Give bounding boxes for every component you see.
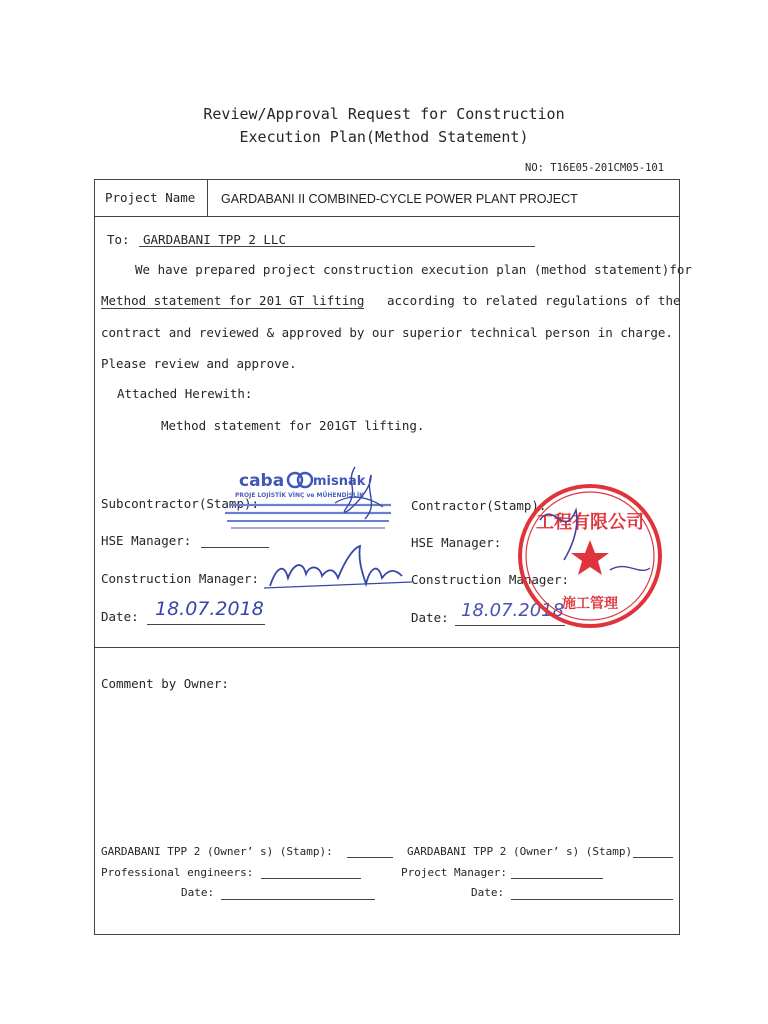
attached-label: Attached Herewith: (117, 386, 253, 401)
to-underline (139, 246, 535, 247)
owner-stamp-left-label: GARDABANI TPP 2 (Owner’ s) (Stamp): (101, 845, 333, 858)
contractor-hse-label: HSE Manager: (411, 535, 502, 550)
owner-date-left-label: Date: (181, 886, 215, 899)
owner-stamp-right-label: GARDABANI TPP 2 (Owner’ s) (Stamp) (407, 845, 633, 858)
request-paragraph-line1: We have prepared project construction execution plan (method statement)for (135, 262, 692, 277)
professional-engineers-label: Professional engineers: (101, 866, 254, 879)
form-title-line1: Review/Approval Request for Construction (203, 105, 565, 123)
owner-date-left-line (221, 899, 375, 900)
request-paragraph-line3: contract and reviewed & approved by our superior technical person in charge. (101, 325, 673, 340)
project-name-label: Project Name (95, 180, 208, 216)
request-paragraph-line4: Please review and approve. (101, 356, 297, 371)
contractor-date-value: 18.07.2018 (461, 600, 565, 621)
to-recipient: GARDABANI TPP 2 LLC (143, 232, 286, 247)
subcontractor-cm-label: Construction Manager: (101, 571, 260, 586)
professional-engineers-line (261, 878, 361, 879)
subcontractor-date-value: 18.07.2018 (155, 598, 264, 620)
project-name-value: GARDABANI II COMBINED-CYCLE POWER PLANT PROJECT (221, 192, 578, 206)
stamp-company-name: caba (239, 471, 285, 491)
owner-date-right-line (511, 899, 673, 900)
subcontractor-signature-icon (262, 538, 432, 598)
subcontractor-date-label: Date: (101, 609, 139, 624)
to-label: To: (107, 232, 130, 247)
stamp-company-name2: misnak (313, 474, 366, 489)
owner-comment-label: Comment by Owner: (101, 676, 229, 691)
project-manager-label: Project Manager: (401, 866, 507, 879)
subcontractor-hse-label: HSE Manager: (101, 533, 192, 548)
contractor-stamp-label: Contractor(Stamp): (411, 498, 547, 513)
subcontractor-hse-line (201, 547, 269, 548)
stamp-tagline: PROJE LOJİSTİK VİNÇ ve MÜHENDİSLİK (235, 492, 364, 499)
owner-date-right-label: Date: (471, 886, 505, 899)
owner-stamp-right-line (633, 857, 673, 858)
contractor-date-label: Date: (411, 610, 449, 625)
section-divider (95, 647, 679, 648)
subcontractor-stamp-label: Subcontractor(Stamp): (101, 496, 260, 511)
contractor-stamp-icon (510, 480, 670, 632)
document-number: NO: T16E05-201CM05-101 (525, 162, 665, 174)
project-name-row (95, 180, 679, 217)
owner-stamp-left-line (347, 857, 393, 858)
project-manager-line (511, 878, 603, 879)
form-title-line2: Execution Plan(Method Statement) (239, 128, 529, 146)
stamp-bottom-text: 施工管理 (562, 596, 618, 612)
subcontractor-stamp-icon (195, 463, 395, 543)
method-statement-subject: Method statement for 201 GT lifting (101, 293, 365, 308)
subject-line (101, 293, 681, 309)
stamp-arc-text: 工程有限公司 (536, 512, 644, 533)
request-paragraph-line2: according to related regulations of the (387, 293, 681, 308)
subcontractor-date-line (147, 624, 265, 625)
contractor-cm-label: Construction Manager: (411, 572, 570, 587)
attached-item: Method statement for 201GT lifting. (161, 418, 425, 433)
